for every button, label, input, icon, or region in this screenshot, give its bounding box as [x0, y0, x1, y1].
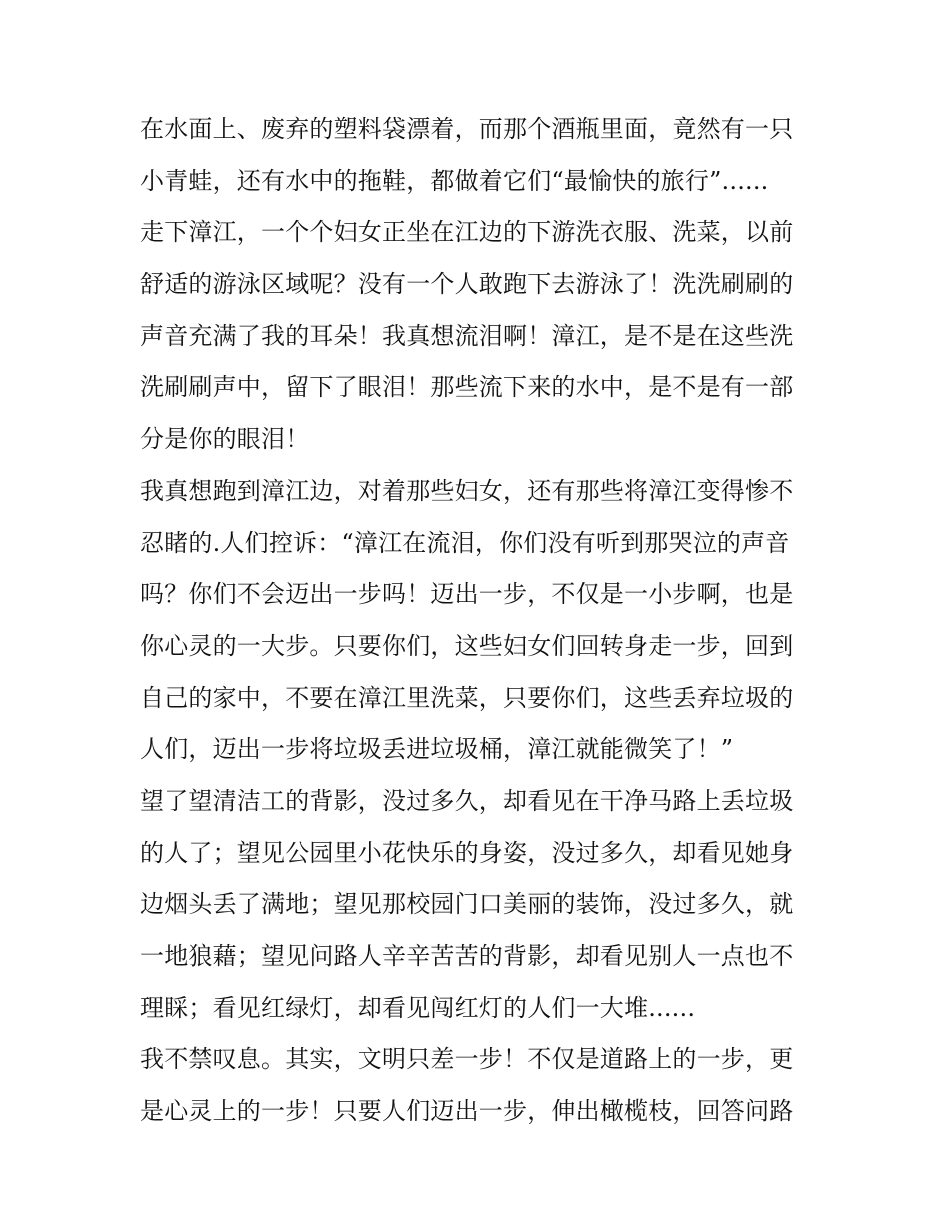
text-line: 走下漳江，一个个妇女正坐在江边的下游洗衣服、洗菜，以前 — [140, 218, 794, 247]
text-line: 你心灵的一大步。只要你们，这些妇女们回转身走一步，回到 — [140, 631, 794, 660]
text-line: 我真想跑到漳江边，对着那些妇女，还有那些将漳江变得惨不 — [140, 476, 794, 505]
text-line: 小青蛙，还有水中的拖鞋，都做着它们“最愉快的旅行”...... — [140, 166, 769, 195]
text-line: 在水面上、废弃的塑料袋漂着，而那个酒瓶里面，竟然有一只 — [140, 115, 794, 143]
text-line: 边烟头丢了满地；望见那校园门口美丽的装饰，没过多久，就 — [140, 890, 794, 919]
text-line: 舒适的游泳区域呢？没有一个人敢跑下去游泳了！洗洗刷刷的 — [140, 270, 794, 299]
text-line: 忍睹的.人们控诉：“漳江在流泪，你们没有听到那哭泣的声音 — [140, 528, 790, 557]
text-line: 是心灵上的一步！只要人们迈出一步，伸出橄榄枝，回答问路 — [140, 1097, 794, 1126]
text-line: 的人了；望见公园里小花快乐的身姿，没过多久，却看见她身 — [140, 838, 794, 867]
text-line: 声音充满了我的耳朵！我真想流泪啊！漳江，是不是在这些洗 — [140, 321, 794, 350]
text-line: 洗刷刷声中，留下了眼泪！那些流下来的水中，是不是有一部 — [140, 373, 794, 402]
body-text — [140, 104, 820, 1138]
text-line: 望了望清洁工的背影，没过多久，却看见在干净马路上丢垃圾 — [140, 786, 794, 815]
text-line: 吗？你们不会迈出一步吗！迈出一步，不仅是一小步啊，也是 — [140, 580, 794, 609]
text-line: 我不禁叹息。其实，文明只差一步！不仅是道路上的一步，更 — [140, 1045, 794, 1074]
text-line: 人们，迈出一步将垃圾丢进垃圾桶，漳江就能微笑了！” — [140, 735, 734, 764]
text-line: 理睬；看见红绿灯，却看见闯红灯的人们一大堆...... — [140, 993, 696, 1022]
text-line: 自己的家中，不要在漳江里洗菜，只要你们，这些丢弃垃圾的 — [140, 683, 794, 712]
text-line: 分是你的眼泪！ — [140, 425, 310, 454]
text-line: 一地狼藉；望见问路人辛辛苦苦的背影，却看见别人一点也不 — [140, 942, 794, 970]
